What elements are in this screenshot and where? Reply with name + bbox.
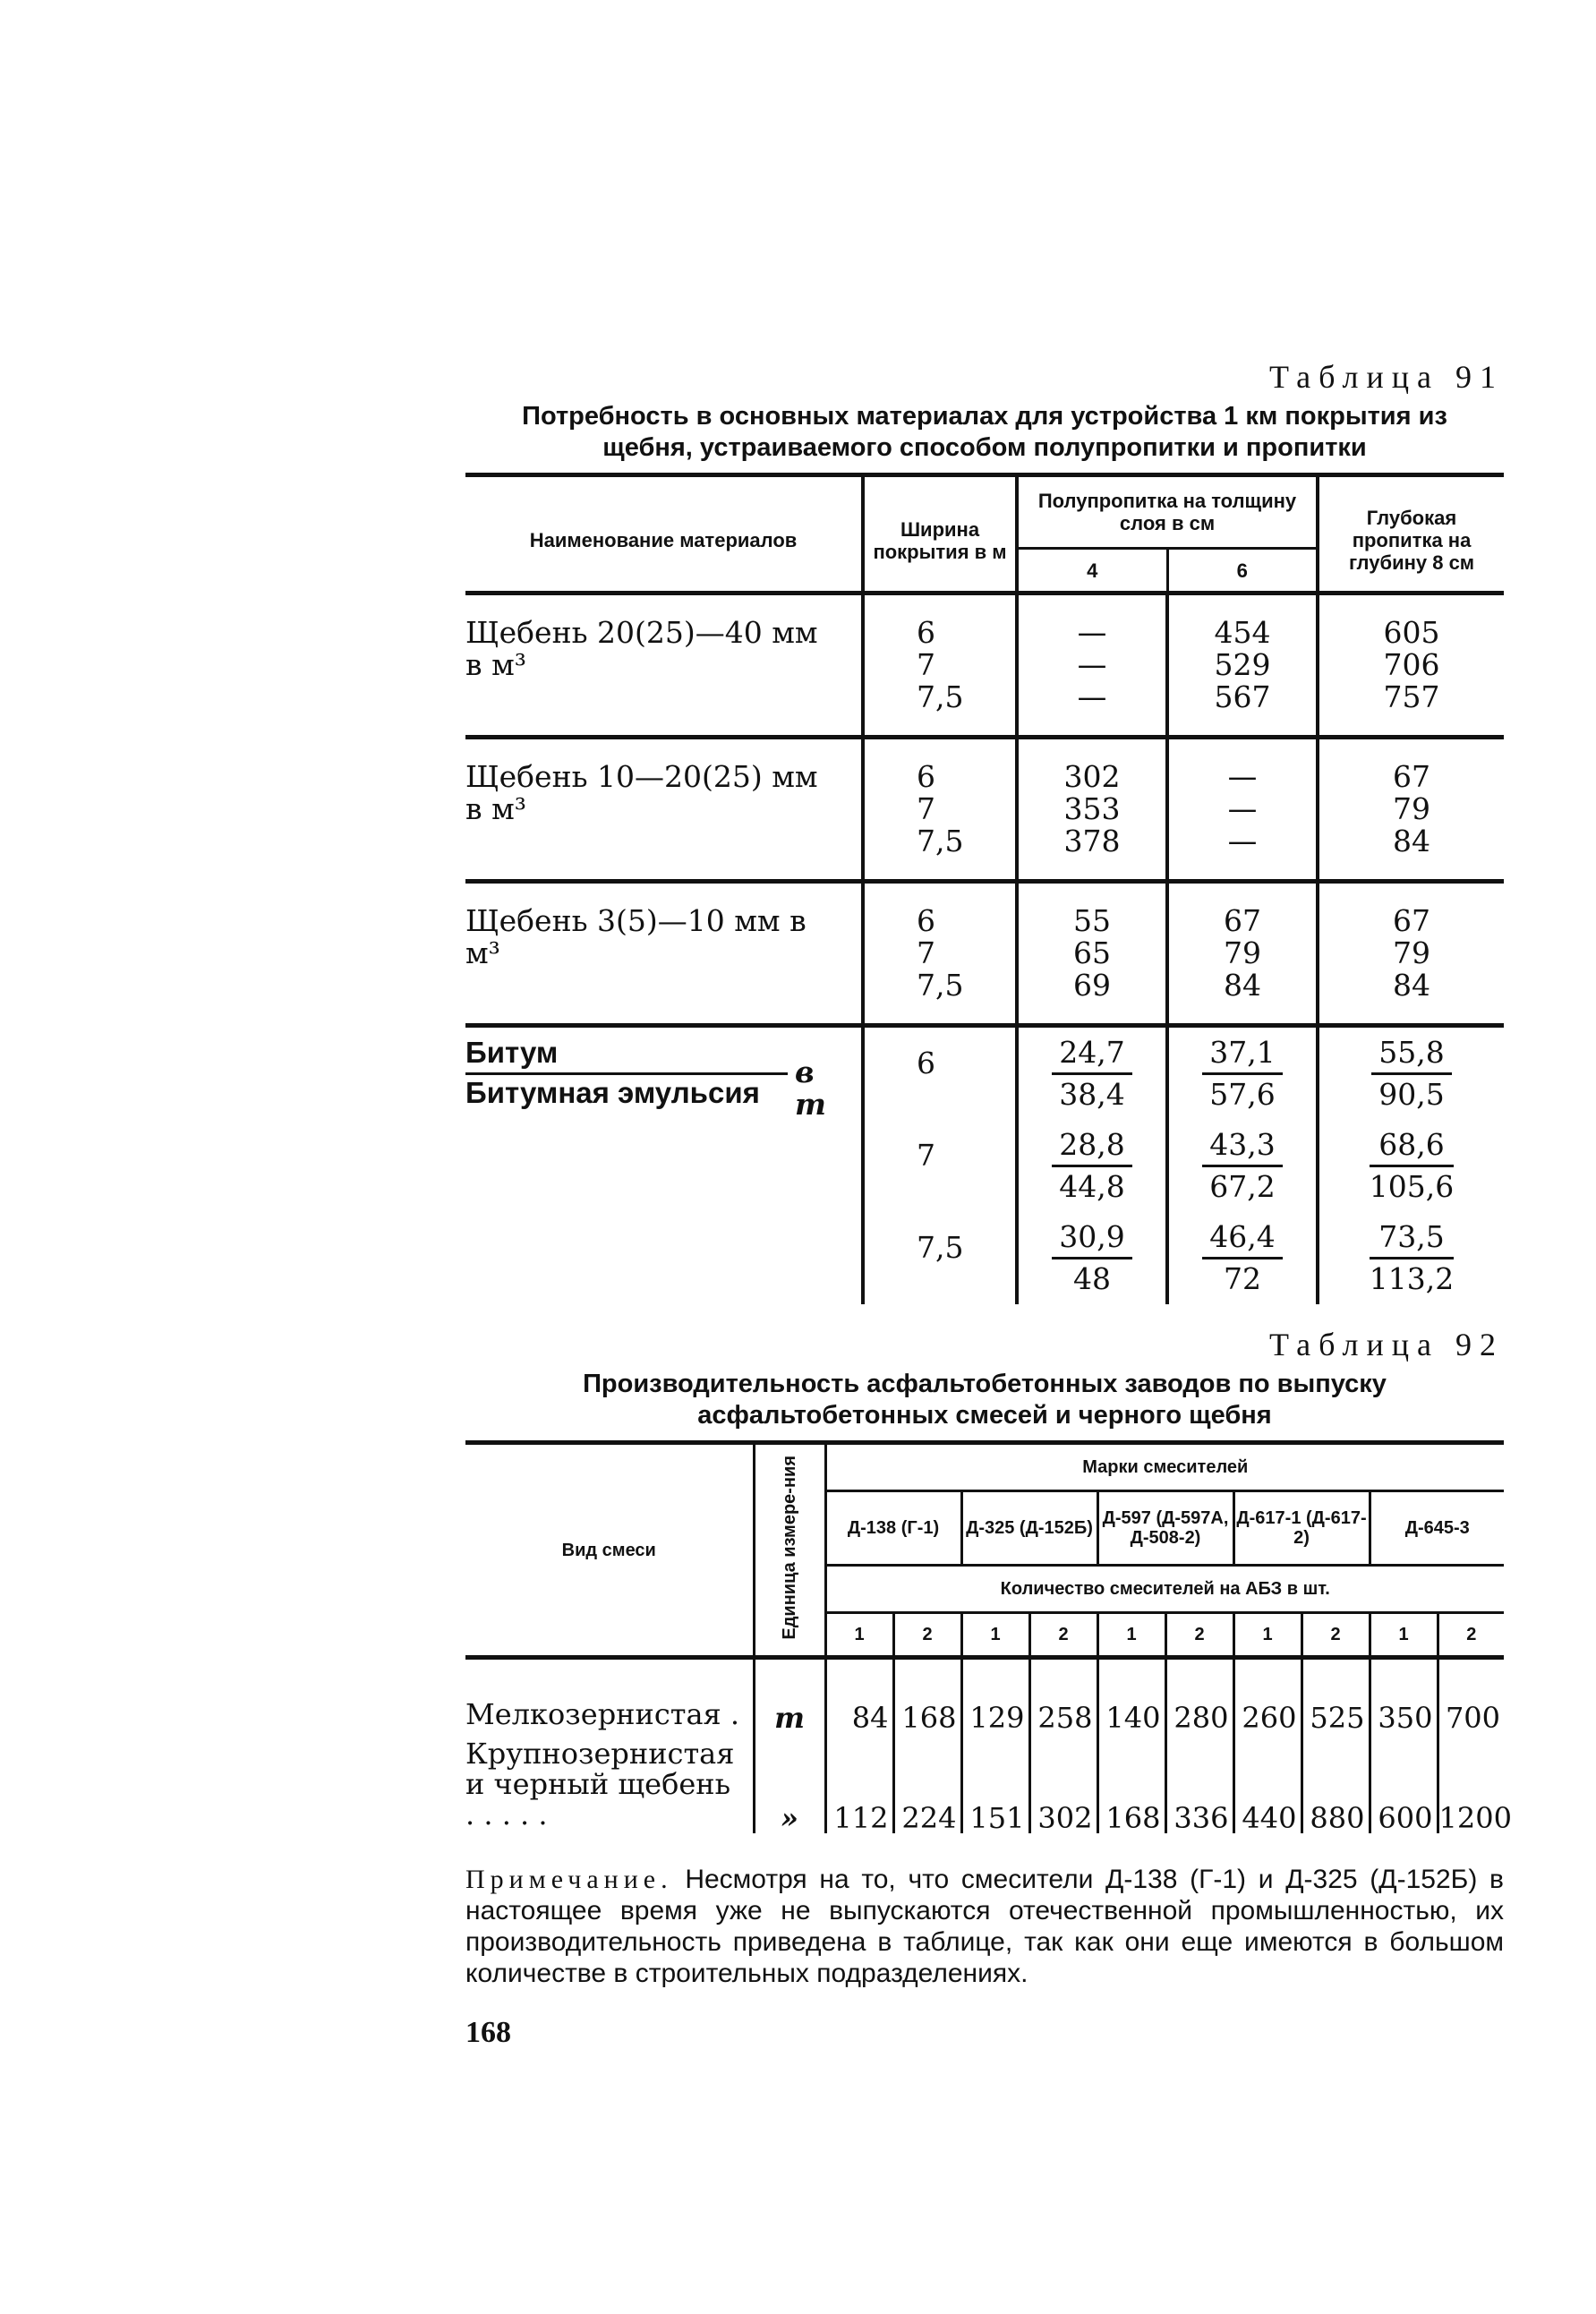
fraction [1052, 1129, 1132, 1203]
note-head: Примечание. [465, 1865, 673, 1894]
count-header: 2 [893, 1613, 961, 1658]
header-semi: Полупропитка на толщину слоя в см [1017, 475, 1318, 549]
semi4-value: 69 [1073, 968, 1111, 1003]
cell-value: 600 [1370, 1733, 1438, 1833]
width-value: 6 [917, 615, 935, 650]
fraction-top: 46,4 [1202, 1221, 1283, 1259]
semi6-value: — [1227, 791, 1258, 826]
width-value: 7 [863, 1120, 1017, 1212]
deep-value: 84 [1393, 968, 1431, 1003]
material-name: Щебень 3(5)—10 мм в м³ [465, 903, 807, 970]
emulsion-label: Битумная эмульсия [465, 1076, 760, 1109]
deep-value: 605 [1383, 615, 1440, 650]
model-header: Д-617-1 (Д-617-2) [1233, 1491, 1370, 1566]
semi4-value: 55 [1073, 903, 1111, 938]
fraction [1202, 1037, 1283, 1111]
fraction-bottom: 105,6 [1369, 1169, 1455, 1204]
semi4-value: — [1077, 647, 1107, 682]
fraction-top: 43,3 [1202, 1129, 1283, 1167]
count-header: 1 [1097, 1613, 1165, 1658]
cell-value: 350 [1370, 1658, 1438, 1734]
bitumen-unit: в т [795, 1055, 826, 1122]
width-value: 6 [917, 759, 935, 794]
cell-value: 525 [1302, 1658, 1370, 1734]
cell-value: 880 [1302, 1733, 1370, 1833]
model-header: Д-325 (Д-152Б) [961, 1491, 1097, 1566]
material-name: Щебень 20(25)—40 мм в м³ [465, 615, 818, 682]
bitumen-label: Битум [465, 1036, 559, 1069]
mix-name: Крупнозернистая и черный щебень . . . . . [465, 1737, 735, 1832]
unit-value: т [754, 1658, 825, 1734]
count-header: 1 [825, 1613, 893, 1658]
fraction-bottom: 57,6 [1209, 1077, 1276, 1112]
header-mixers: Марки смесителей [825, 1443, 1504, 1491]
model-header: Д-645-3 [1370, 1491, 1504, 1566]
fraction-bottom: 38,4 [1059, 1077, 1125, 1112]
semi6-value: — [1227, 824, 1258, 858]
header-width: Ширина покрытия в м [863, 475, 1017, 593]
table-91-label: Таблица 91 [1269, 359, 1504, 395]
semi4-value: — [1077, 679, 1107, 714]
width-value: 7,5 [917, 824, 964, 858]
fraction-bottom: 48 [1073, 1261, 1111, 1296]
semi6-value: 67 [1224, 903, 1261, 938]
cell-value: 168 [1097, 1733, 1165, 1833]
group-bitumen [465, 1026, 1504, 1305]
table-92-title: Производительность асфальтобетонных заводов по выпуску асфальтобетонных смесей и черного щебня [583, 1370, 1387, 1430]
cell-value: 302 [1029, 1733, 1097, 1833]
fraction [1052, 1037, 1132, 1111]
cell-value: 224 [893, 1733, 961, 1833]
bitumen-name [465, 1036, 843, 1122]
width-value: 6 [863, 1026, 1017, 1121]
fraction-top: 73,5 [1370, 1221, 1454, 1259]
deep-value: 79 [1393, 935, 1431, 970]
table-row [465, 1658, 1504, 1734]
count-header: 2 [1165, 1613, 1233, 1658]
cell-value: 84 [825, 1658, 893, 1734]
cell-value: 440 [1233, 1733, 1302, 1833]
cell-value: 129 [961, 1658, 1029, 1734]
page [465, 358, 1512, 2050]
width-value: 7 [917, 935, 935, 970]
semi4-value: — [1077, 615, 1107, 650]
fraction-line [465, 1072, 788, 1075]
width-value: 7,5 [917, 968, 964, 1003]
table-row [465, 1733, 1504, 1833]
deep-value: 706 [1383, 647, 1440, 682]
fraction [1202, 1221, 1283, 1295]
cell-value: 1200 [1438, 1733, 1504, 1833]
width-value: 7,5 [917, 679, 964, 714]
group-1 [465, 593, 1504, 738]
count-header: 1 [1370, 1613, 1438, 1658]
count-header: 1 [1233, 1613, 1302, 1658]
group-3 [465, 882, 1504, 1026]
header-mix: Вид смеси [561, 1540, 656, 1560]
header-count: Количество смесителей на АБЗ в шт. [825, 1566, 1504, 1613]
fraction-top: 55,8 [1371, 1037, 1452, 1075]
count-header: 2 [1438, 1613, 1504, 1658]
header-semi-6: 6 [1167, 549, 1318, 593]
table-92 [465, 1440, 1512, 1835]
fraction-top: 68,6 [1370, 1129, 1454, 1167]
cell-value: 260 [1233, 1658, 1302, 1734]
fraction [1371, 1037, 1452, 1111]
semi4-value: 378 [1063, 824, 1121, 858]
fraction-bottom: 67,2 [1209, 1169, 1276, 1204]
note [465, 1864, 1504, 1989]
model-header: Д-138 (Г-1) [825, 1491, 961, 1566]
count-header: 2 [1302, 1613, 1370, 1658]
fraction [1370, 1221, 1454, 1295]
semi4-value: 353 [1063, 791, 1121, 826]
width-value: 7,5 [863, 1212, 1017, 1304]
note-text: Несмотря на то, что смесители Д-138 (Г-1) и Д-325 (Д-152Б) в настоящее время уже не выпускаются отечественной промышленностью, их производительность приведена в таблице, так как они еще имеются в большом количестве в строительных подразделениях. [465, 1865, 1504, 1988]
deep-value: 757 [1383, 679, 1440, 714]
table-91-title: Потребность в основных материалах для устройства 1 км покрытия из щебня, устраиваемого способом полупропитки и пропитки [522, 402, 1447, 462]
header-semi-4: 4 [1017, 549, 1167, 593]
header-unit: Единица измере-ния [754, 1443, 825, 1658]
cell-value: 700 [1438, 1658, 1504, 1734]
fraction [1370, 1129, 1454, 1203]
width-value: 6 [917, 903, 935, 938]
semi6-value: 454 [1214, 615, 1271, 650]
width-value: 7 [917, 647, 935, 682]
deep-value: 79 [1393, 791, 1431, 826]
cell-value: 151 [961, 1733, 1029, 1833]
cell-value: 336 [1165, 1733, 1233, 1833]
semi4-value: 302 [1063, 759, 1121, 794]
header-deep: Глубокая пропитка на глубину 8 см [1318, 475, 1504, 593]
deep-value: 67 [1393, 759, 1431, 794]
fraction-top: 24,7 [1052, 1037, 1132, 1075]
material-name: Щебень 10—20(25) мм в м³ [465, 759, 818, 826]
mix-name: Мелкозернистая . [465, 1697, 740, 1731]
fraction-top: 30,9 [1052, 1221, 1132, 1259]
cell-value: 112 [825, 1733, 893, 1833]
semi6-value: — [1227, 759, 1258, 794]
count-header: 1 [961, 1613, 1029, 1658]
cell-value: 280 [1165, 1658, 1233, 1734]
fraction [1202, 1129, 1283, 1203]
semi6-value: 529 [1214, 647, 1271, 682]
fraction-bottom: 113,2 [1369, 1261, 1455, 1296]
cell-value: 258 [1029, 1658, 1097, 1734]
deep-value: 84 [1393, 824, 1431, 858]
width-value: 7 [917, 791, 935, 826]
semi6-value: 79 [1224, 935, 1261, 970]
table-92-label: Таблица 92 [1269, 1327, 1504, 1362]
semi4-value: 65 [1073, 935, 1111, 970]
unit-value: » [754, 1733, 825, 1833]
semi6-value: 567 [1214, 679, 1271, 714]
header-material: Наименование материалов [529, 529, 798, 551]
fraction-bottom: 90,5 [1378, 1077, 1445, 1112]
deep-value: 67 [1393, 903, 1431, 938]
fraction-top: 28,8 [1052, 1129, 1132, 1167]
table-91 [465, 473, 1504, 1304]
fraction-bottom: 44,8 [1059, 1169, 1125, 1204]
semi6-value: 84 [1224, 968, 1261, 1003]
fraction-top: 37,1 [1202, 1037, 1283, 1075]
cell-value: 168 [893, 1658, 961, 1734]
group-2 [465, 738, 1504, 882]
model-header: Д-597 (Д-597А, Д-508-2) [1097, 1491, 1233, 1566]
cell-value: 140 [1097, 1658, 1165, 1734]
fraction [1052, 1221, 1132, 1295]
count-header: 2 [1029, 1613, 1097, 1658]
page-number: 168 [465, 2016, 511, 2049]
fraction-bottom: 72 [1224, 1261, 1261, 1296]
